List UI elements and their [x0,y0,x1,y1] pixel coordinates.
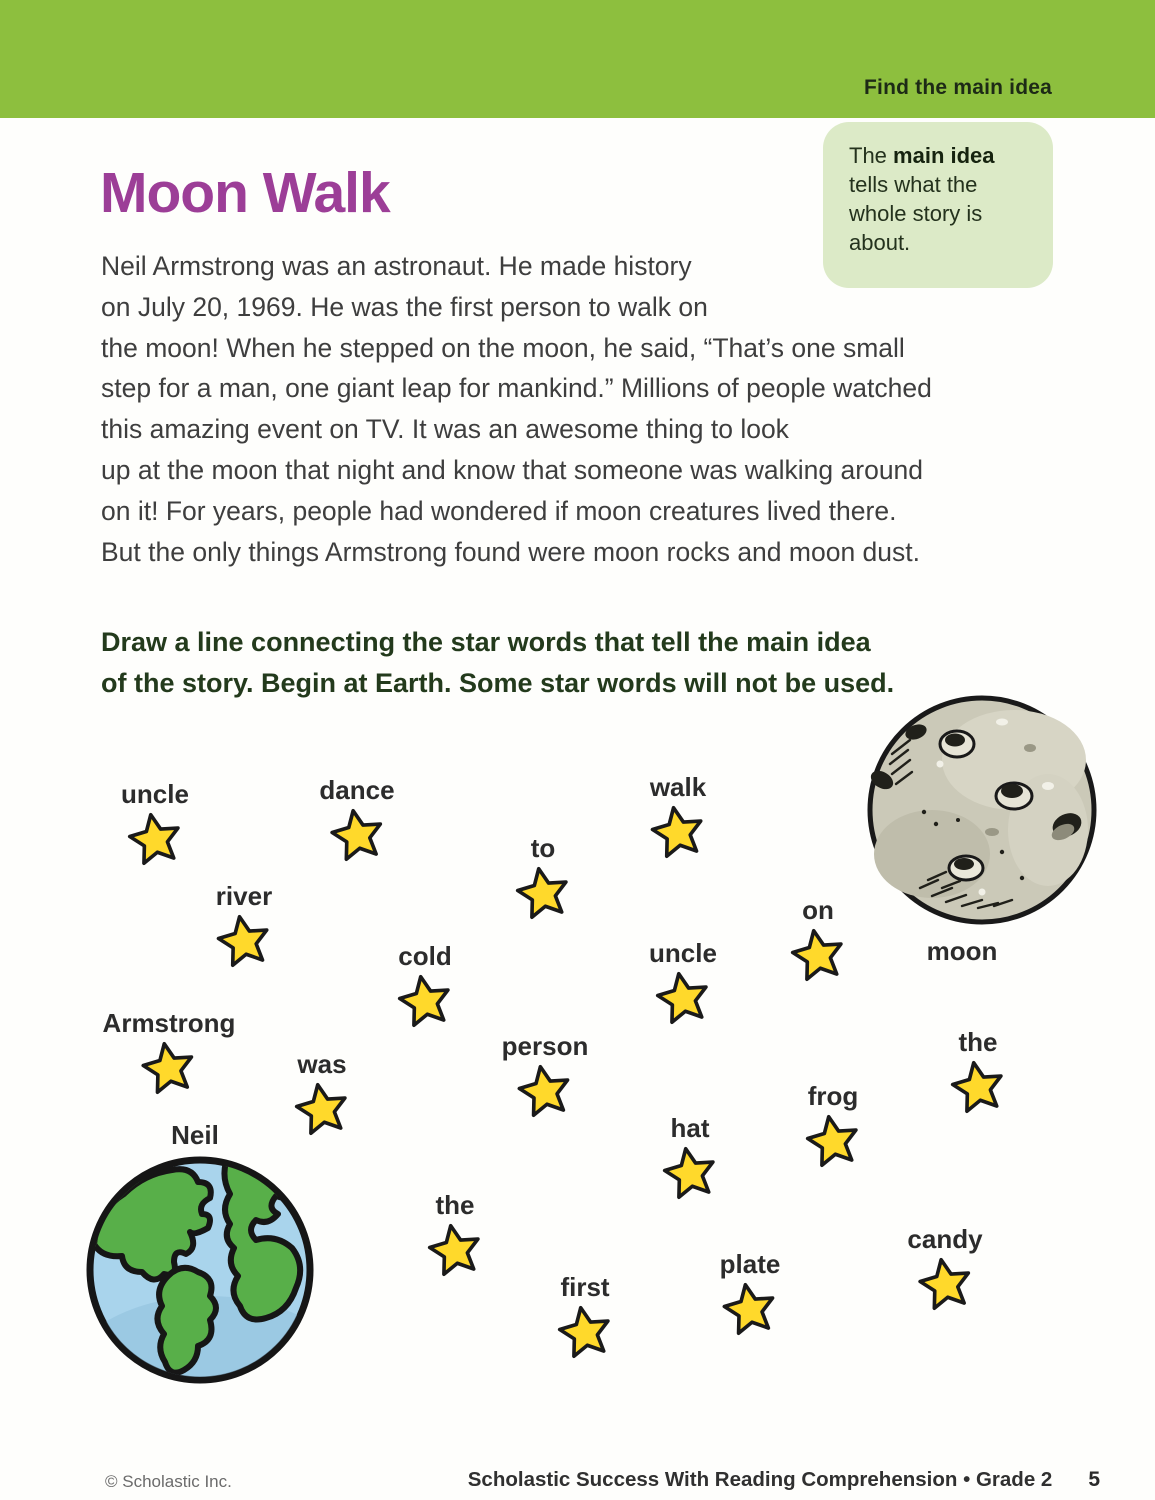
page-title: Moon Walk [100,161,390,225]
star-word-label: uncle [649,938,717,968]
star-word-item[interactable] [216,881,272,969]
star-word-item[interactable] [950,1027,1006,1115]
story-line: the moon! When he stepped on the moon, he said, “That’s one small [101,332,905,363]
star-icon[interactable] [513,1059,578,1124]
instructions-line: of the story. Begin at Earth. Some star words will not be used. [101,668,895,698]
star-word-label: walk [649,772,707,802]
star-word-item[interactable] [649,938,717,1026]
star-word-item[interactable] [397,941,453,1029]
star-icon[interactable] [946,1055,1011,1120]
star-word-item[interactable] [650,772,706,860]
moon-illustration[interactable] [862,692,1102,932]
story-line: on it! For years, people had wondered if moon creatures lived there. [101,495,897,526]
callout-text-before: The [849,143,894,168]
star-word-label: person [501,1031,589,1061]
star-word-label: Neil [171,1120,219,1150]
star-icon[interactable] [553,1300,618,1365]
star-word-label: Armstrong [102,1008,236,1038]
footer-copyright: © Scholastic Inc. [105,1472,232,1491]
star-word-item[interactable] [319,775,394,863]
story-line: this amazing event on TV. It was an awesome thing to look [101,414,789,445]
callout-text-bold: main idea [893,143,995,168]
star-icon[interactable] [786,923,851,988]
star-word-label: hat [670,1113,710,1143]
star-word-item[interactable] [171,1120,219,1150]
star-word-label: frog [807,1081,859,1111]
star-word-item[interactable] [294,1049,350,1137]
star-word-label: candy [907,1224,983,1254]
star-icon[interactable] [913,1252,978,1317]
star-word-label: on [802,895,834,925]
star-word-label: to [530,833,556,863]
star-icon[interactable] [801,1109,866,1174]
star-icon[interactable] [423,1218,488,1283]
story-line: step for a man, one giant leap for mankind.” Millions of people watched [101,373,932,404]
callout-text-after: tells what the whole story is about. [849,172,983,255]
star-word-label: dance [319,775,395,805]
star-word-label: first [560,1272,610,1302]
star-word-item[interactable] [427,1190,483,1278]
star-icon[interactable] [290,1077,355,1142]
star-word-label: moon [926,936,998,966]
star-word-label: was [297,1049,347,1079]
story-line: But the only things Armstrong found were moon rocks and moon dust. [101,536,921,567]
star-word-label: uncle [121,779,189,809]
star-word-label: cold [398,941,452,971]
star-word-label: the [958,1027,998,1057]
earth-illustration[interactable] [80,1148,320,1388]
star-icon[interactable] [511,861,576,926]
instructions-line: Draw a line connecting the star words that tell the main idea [101,627,871,657]
page-number: 5 [1088,1468,1100,1491]
star-word-label: the [435,1190,475,1220]
star-icon[interactable] [137,1036,202,1101]
star-word-label: plate [719,1249,781,1279]
header-skill-label: Find the main idea [864,76,1052,99]
footer-series-title: Scholastic Success With Reading Comprehension • Grade 2 [467,1468,1053,1491]
star-word-item[interactable] [805,1081,861,1169]
star-icon[interactable] [646,800,711,865]
star-word-item[interactable] [502,1031,589,1119]
star-word-item[interactable] [103,1008,236,1096]
star-word-item[interactable] [790,895,846,983]
story-line: up at the moon that night and know that someone was walking around [101,454,924,485]
star-word-item[interactable] [557,1272,613,1360]
star-word-item[interactable] [720,1249,781,1337]
star-word-item[interactable] [907,1224,982,1312]
footer-right [468,1468,1100,1492]
story-line: Neil Armstrong was an astronaut. He made history [101,251,692,281]
star-icon[interactable] [212,909,277,974]
star-icon[interactable] [718,1277,783,1342]
footer [0,1466,1155,1496]
star-word-label: river [215,881,273,911]
star-word-item[interactable] [927,936,998,966]
star-icon[interactable] [123,807,188,872]
star-word-item[interactable] [121,779,189,867]
star-icon[interactable] [651,966,716,1031]
star-icon[interactable] [393,969,458,1034]
star-icon[interactable] [658,1141,723,1206]
star-word-item[interactable] [662,1113,718,1201]
story-line: on July 20, 1969. He was the first person to walk on [101,291,708,322]
star-word-item[interactable] [515,833,571,921]
star-icon[interactable] [325,803,390,868]
